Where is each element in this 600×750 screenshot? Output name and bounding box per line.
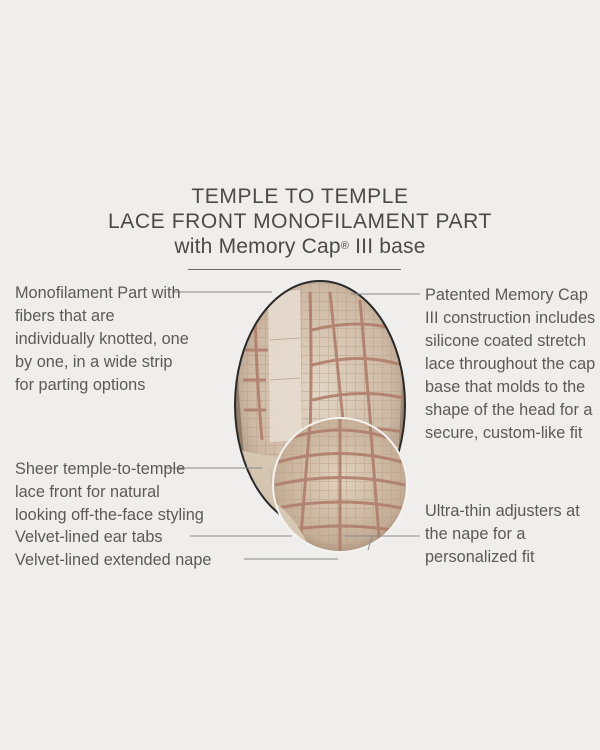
heading-line-1: TEMPLE TO TEMPLE (191, 185, 409, 208)
heading-line-2: LACE FRONT MONOFILAMENT PART (108, 210, 492, 233)
callout-ear-tabs: Velvet-lined ear tabs (15, 528, 163, 546)
callout-adjusters: Ultra-thin adjusters at the nape for a personalized fit (425, 502, 580, 566)
heading-line-3 (0, 234, 600, 260)
callout-extended-nape: Velvet-lined extended nape (15, 551, 212, 569)
registered-mark: ® (340, 240, 350, 252)
cap-inside-view (230, 280, 410, 530)
callout-lace-front: Sheer temple-to-temple lace front for natural looking off-the-face styling (15, 460, 204, 524)
heading-line-3-pre: with Memory Cap (174, 235, 341, 258)
cap-back-view (272, 418, 408, 552)
callout-memory-cap: Patented Memory Cap III construction includes silicone coated stretch lace throughout the cap base that molds to the shape of the head for a secure, custom-like fit (425, 286, 596, 442)
heading-line-3-post: III base (349, 235, 426, 258)
callout-monofilament-part: Monofilament Part with fibers that are individually knotted, one by one, in a wide strip for parting options (15, 284, 189, 394)
heading-divider (188, 269, 401, 270)
